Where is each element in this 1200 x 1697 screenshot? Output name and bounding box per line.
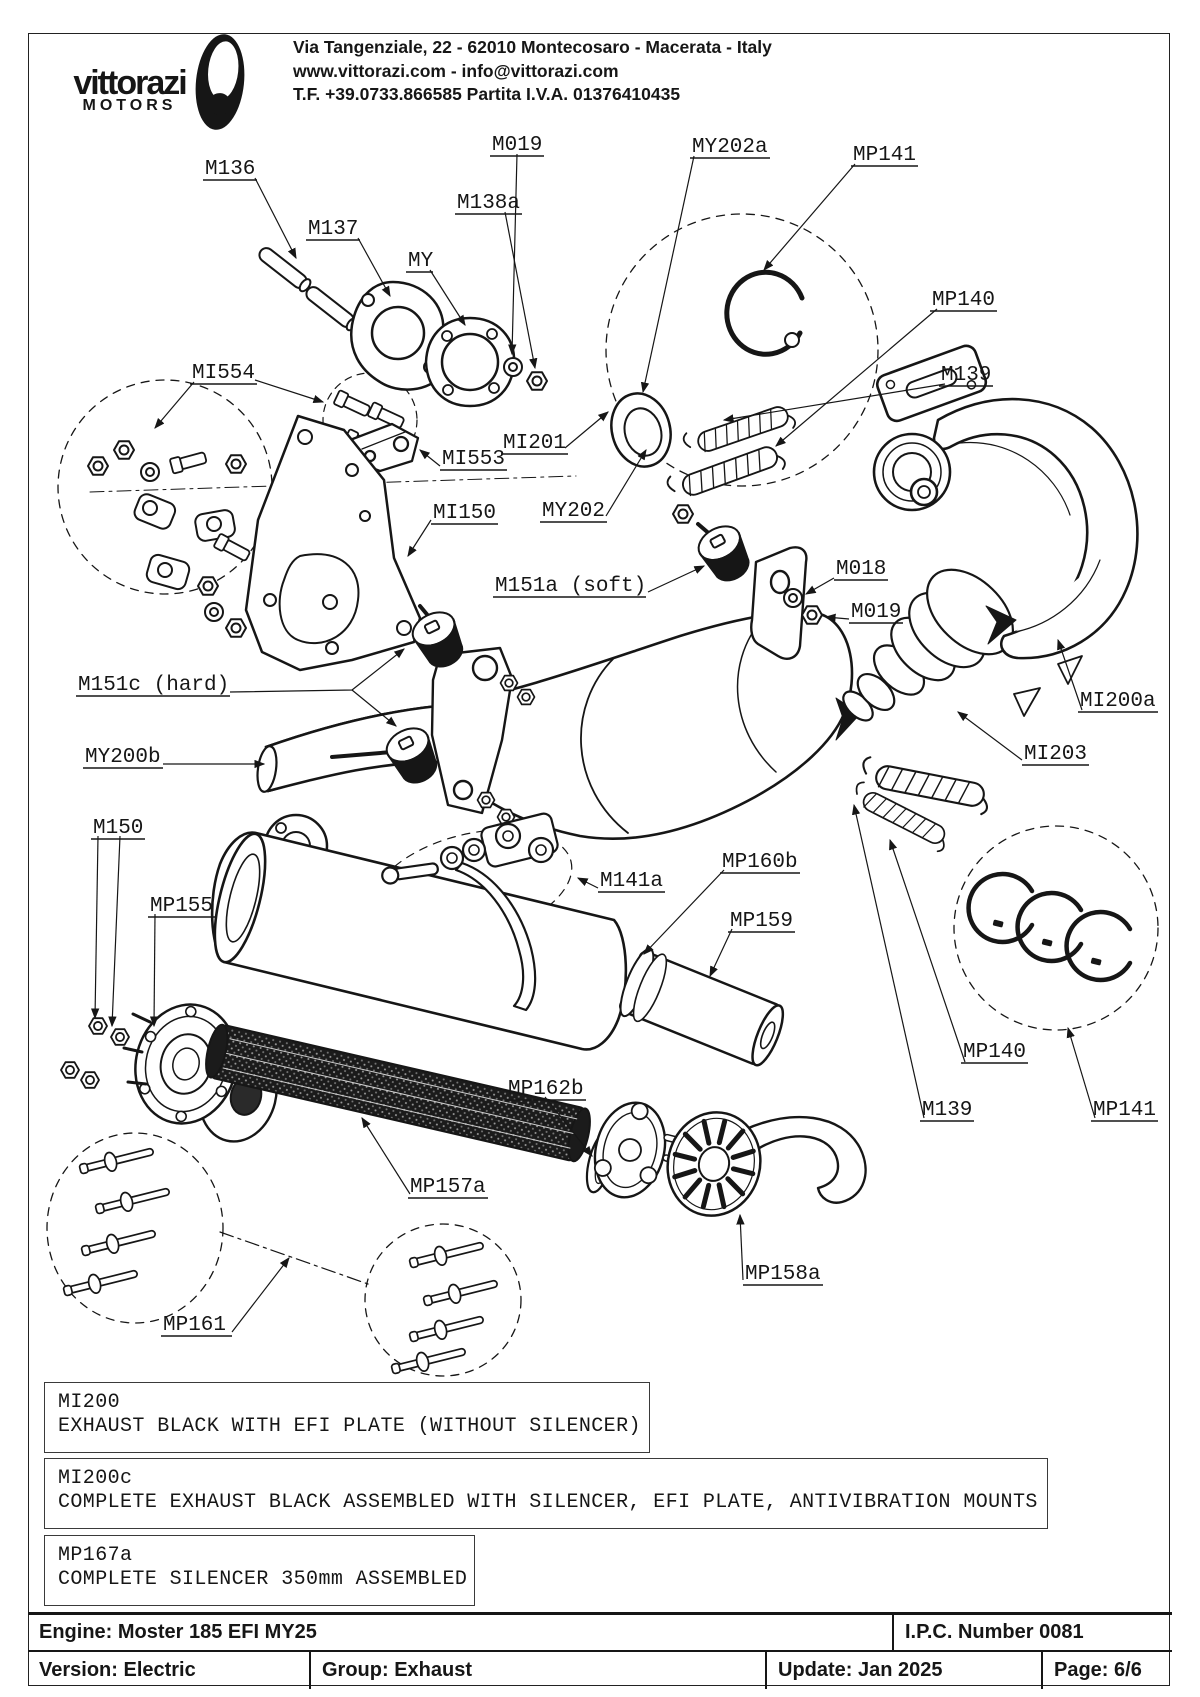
part-label-mp159: MP159 (730, 910, 794, 933)
part-label-mi553: MI553 (442, 448, 506, 471)
part-mp141-circlip-top (727, 272, 802, 354)
part-label-mi554: MI554 (192, 362, 256, 385)
part-label-mp160b: MP160b (722, 851, 798, 874)
part-plate-nut (226, 619, 246, 636)
part-label-mp161: MP161 (163, 1314, 227, 1337)
part-mi554-hardware-kit (88, 441, 251, 594)
part-mp158a-end-cap (585, 1095, 865, 1225)
part-label-m137: M137 (308, 218, 359, 241)
part-m150-nuts (61, 1018, 129, 1088)
part-label-mi203: MI203 (1024, 743, 1088, 766)
part-label-m019-mid: M019 (851, 601, 902, 624)
part-label-m139-top: M139 (941, 364, 992, 387)
part-bracket-nut-3 (478, 793, 495, 808)
part-label-mp162b: MP162b (508, 1078, 584, 1101)
part-mp161-rivets-left (62, 1142, 171, 1301)
part-label-mi200a: MI200a (1080, 690, 1156, 713)
part-label-mi150: MI150 (433, 502, 497, 525)
part-label-m151a-soft: M151a (soft) (495, 575, 647, 598)
part-label-mp158a: MP158a (745, 1263, 821, 1286)
descbox-mi200c-desc: COMPLETE EXHAUST BLACK ASSEMBLED WITH SILENCER, EFI PLATE, ANTIVIBRATION MOUNTS (58, 1491, 1038, 1514)
part-label-m138a: M138a (457, 192, 521, 215)
part-m151a-soft-mount (673, 505, 757, 588)
part-m139-spring-top-1 (682, 399, 797, 463)
part-mp159-tube (614, 945, 790, 1072)
part-label-m150: M150 (93, 817, 144, 840)
part-label-mp155: MP155 (150, 895, 214, 918)
part-mp161-rivets-right (390, 1236, 499, 1379)
part-m136-pins (257, 245, 360, 332)
centerline-rivets (220, 1232, 368, 1284)
part-label-m018: M018 (836, 558, 887, 581)
part-label-my200b: MY200b (85, 746, 161, 769)
part-label-m141a: M141a (600, 870, 664, 893)
part-label-mp141-top: MP141 (853, 144, 917, 167)
descbox-mp167a-desc: COMPLETE SILENCER 350mm ASSEMBLED (58, 1568, 468, 1591)
part-mp141-ring-set (969, 874, 1130, 980)
part-label-m151c-hard: M151c (hard) (78, 674, 230, 697)
part-my-flange (426, 318, 514, 406)
part-label-my: MY (408, 250, 434, 273)
part-m019-washer-top (504, 358, 522, 376)
descbox-mi200c-code: MI200c (58, 1467, 133, 1490)
address-line-3: T.F. +39.0733.866585 Partita I.V.A. 01376410435 (293, 84, 681, 104)
part-plate-washer (205, 603, 223, 621)
part-m018-washer (784, 589, 802, 607)
descbox-mi200-code: MI200 (58, 1391, 121, 1414)
footer-engine: Engine: Moster 185 EFI MY25 (39, 1621, 317, 1643)
footer-version: Version: Electric (39, 1659, 196, 1681)
part-label-m019-top: M019 (492, 134, 543, 157)
part-silencer-can (205, 829, 626, 1049)
detail-ellipse-rivets-left (47, 1133, 223, 1323)
descbox-mi200c (44, 1458, 1048, 1529)
part-label-mp140-bottom: MP140 (963, 1041, 1027, 1064)
address-line-2: www.vittorazi.com - info@vittorazi.com (293, 60, 619, 81)
descbox-mp167a (44, 1535, 475, 1606)
part-label-mp141-bottom: MP141 (1093, 1099, 1157, 1122)
descbox-mi200-desc: EXHAUST BLACK WITH EFI PLATE (WITHOUT SILENCER) (58, 1415, 641, 1438)
part-label-mp157a: MP157a (410, 1176, 486, 1199)
part-bracket-nut-1 (501, 676, 518, 691)
part-m138a-nut (527, 372, 547, 389)
address-line-1: Via Tangenziale, 22 - 62010 Montecosaro - Macerata - Italy (293, 37, 772, 57)
part-label-m139-bottom: M139 (922, 1099, 973, 1122)
part-label-mp140-top: MP140 (932, 289, 996, 312)
part-m019-nut-mid (802, 606, 822, 623)
descbox-mp167a-code: MP167a (58, 1544, 133, 1567)
part-label-mi201: MI201 (503, 432, 567, 455)
footer-table (28, 1612, 1172, 1686)
part-label-my202: MY202 (542, 500, 606, 523)
footer-update: Update: Jan 2025 (765, 1652, 1041, 1689)
brand-sub: MOTORS (82, 97, 177, 114)
part-label-my202a: MY202a (692, 136, 768, 159)
footer-ipc-number: I.P.C. Number 0081 (892, 1615, 1172, 1650)
part-my202-seal-ring (603, 387, 678, 473)
part-bracket-nut-2 (518, 690, 535, 705)
footer-group: Group: Exhaust (309, 1652, 765, 1689)
descbox-mi200 (44, 1382, 650, 1453)
part-label-m136: M136 (205, 158, 256, 181)
footer-page: Page: 6/6 (1041, 1652, 1172, 1689)
brand-name: vittorazi (73, 64, 186, 102)
